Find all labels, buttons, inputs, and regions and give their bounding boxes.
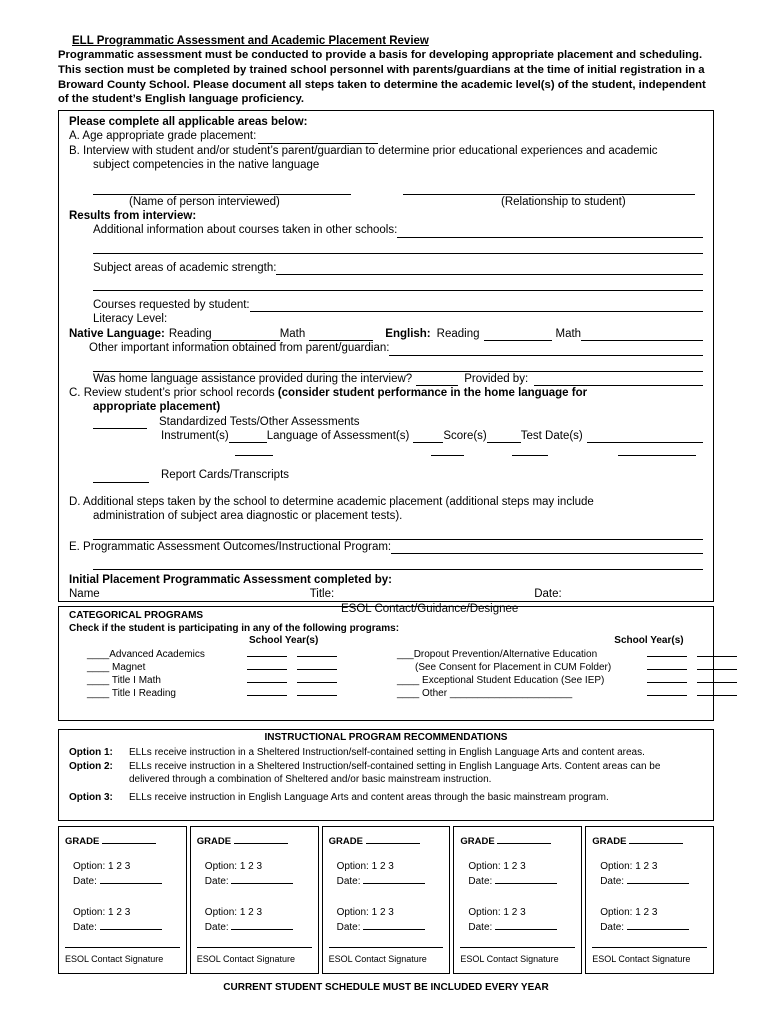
row-outcomes	[69, 540, 703, 554]
option-choice[interactable]: Option: 1 2 3	[204, 906, 263, 918]
years-ese[interactable]	[647, 674, 757, 687]
label-outcomes: E. Programmatic Assessment Outcomes/Instructional Program:	[69, 540, 392, 553]
program-list	[87, 648, 703, 701]
row-instrument-2	[69, 445, 703, 456]
option-choice[interactable]: Option: 1 2 3	[336, 860, 394, 872]
signature-label: ESOL Contact Signature	[328, 953, 427, 964]
outcomes-field[interactable]	[391, 542, 703, 554]
label-strength: Subject areas of academic strength:	[93, 261, 277, 274]
label-literacy: Literacy Level:	[93, 313, 168, 326]
label-home-lang: Was home language assistance provided during the interview?	[93, 372, 413, 385]
other-info-field-2-row	[93, 360, 703, 372]
option-choice[interactable]: Option: 1 2 3	[73, 906, 131, 918]
instrument-field[interactable]	[229, 432, 267, 443]
program-dropout[interactable]: ___Dropout Prevention/Alternative Education	[397, 648, 598, 660]
program-magnet[interactable]: ____ Magnet	[87, 661, 146, 673]
label-english: English:	[385, 327, 431, 340]
outcomes-field-2[interactable]	[93, 558, 703, 570]
option-2: Option 2: ELLs receive instruction in a Sheltered Instruction/self-contained setting in English Language Arts. Content areas can be delivered through a combination of Sheltered and/or basic mainstream instruction.	[69, 761, 661, 785]
option-choice[interactable]: Option: 1 2 3	[73, 860, 131, 872]
date-field[interactable]	[495, 919, 557, 930]
score-field[interactable]	[487, 432, 521, 443]
row-completed	[69, 587, 703, 601]
label-name-interviewed: (Name of person interviewed)	[129, 195, 280, 208]
outcomes-field-2-row	[93, 558, 703, 570]
label-lang-assess: Language of Assessment(s)	[266, 430, 410, 443]
date-field[interactable]	[363, 873, 425, 884]
date-field[interactable]	[627, 873, 689, 884]
additional-field[interactable]	[397, 226, 703, 238]
label-english-math: Math	[555, 327, 582, 340]
test-date-field[interactable]	[587, 431, 703, 443]
home-lang-field[interactable]	[416, 375, 458, 386]
label-instrument: Instrument(s)	[161, 430, 229, 443]
row-native	[69, 327, 703, 341]
interview-labels	[69, 195, 703, 209]
years-magnet[interactable]	[247, 661, 397, 674]
label-interview-2: subject competencies in the native language	[93, 159, 320, 172]
date-field[interactable]	[363, 919, 425, 930]
label-esol: ESOL Contact/Guidance/Designee	[341, 602, 519, 615]
lang-assess-field[interactable]	[413, 432, 443, 443]
name-interviewed-field[interactable]	[93, 184, 351, 195]
categorical-heading: CATEGORICAL PROGRAMS	[69, 610, 204, 622]
footer-note: CURRENT STUDENT SCHEDULE MUST BE INCLUDED EVERY YEAR	[223, 982, 549, 994]
row-report-cards	[93, 468, 703, 482]
label-native-reading: Reading	[168, 327, 212, 340]
signature-label: ESOL Contact Signature	[592, 953, 691, 964]
std-tests-check[interactable]	[93, 418, 147, 429]
categorical-programs	[58, 606, 714, 721]
date-field[interactable]	[100, 873, 162, 884]
other-info-field[interactable]	[389, 344, 703, 356]
label-review-records: C. Review student’s prior school records (consider student performance in the home language for	[69, 386, 588, 399]
date-field[interactable]	[566, 590, 703, 602]
option-choice[interactable]: Option: 1 2 3	[336, 906, 394, 918]
option-choice[interactable]: Option: 1 2 3	[600, 860, 658, 872]
additional-field-2-row	[93, 242, 703, 254]
date-field[interactable]	[100, 919, 162, 930]
grade-field[interactable]	[366, 833, 420, 844]
native-reading-field[interactable]	[212, 330, 280, 341]
other-info-field-2[interactable]	[93, 360, 703, 372]
program-other[interactable]: ____ Other ______________________	[397, 688, 573, 700]
form-title: ELL Programmatic Assessment and Academic Placement Review	[72, 35, 429, 47]
date-field[interactable]	[627, 919, 689, 930]
form-intro: Programmatic assessment must be conducted to provide a basis for developing appropriate placement and scheduling. This section must be completed by trained school personnel with parents/guardians at the time of initial registration in a Broward County School. Please document all steps taken to determine the academic level(s) of the student, independent of the student’s English language proficiency.	[58, 49, 706, 106]
strength-field-2[interactable]	[93, 279, 703, 291]
signature-line[interactable]	[65, 947, 180, 948]
native-math-field[interactable]	[309, 330, 373, 341]
label-name: Name	[69, 588, 100, 601]
label-native: Native Language:	[69, 327, 165, 340]
years-other[interactable]	[647, 687, 757, 700]
additional-steps-row	[93, 528, 703, 540]
label-title: Title:	[309, 588, 335, 601]
label-courses: Courses requested by student:	[93, 299, 250, 312]
signature-label: ESOL Contact Signature	[460, 953, 559, 964]
score-field-2[interactable]	[512, 445, 548, 456]
lang-assess-field-2[interactable]	[431, 445, 464, 456]
option-3: Option 3: ELLs receive instruction in English Language Arts and content areas through the basic mainstream program.	[69, 792, 609, 804]
test-date-field-2[interactable]	[618, 445, 696, 456]
signature-label: ESOL Contact Signature	[65, 953, 164, 964]
date-field[interactable]	[231, 919, 293, 930]
age-placement-field[interactable]	[258, 133, 378, 144]
label-additional: Additional information about courses taken in other schools:	[93, 224, 398, 237]
instructional-recommendations	[58, 729, 714, 821]
label-score: Score(s)	[443, 430, 487, 443]
label-other-info: Other important information obtained from parent/guardian:	[89, 342, 390, 355]
additional-steps-field[interactable]	[93, 528, 703, 540]
courses-field[interactable]	[250, 300, 703, 312]
grade-box: GRADE Option: 1 2 3 Date: Option: 1 2 3 Date: ESOL Contact Signature	[190, 826, 319, 974]
interview-fields	[69, 184, 703, 195]
categorical-check: Check if the student is participating in any of the following programs:	[69, 622, 400, 634]
row-std-tests	[93, 415, 703, 429]
option-choice[interactable]: Option: 1 2 3	[468, 906, 526, 918]
grade-box: GRADE Option: 1 2 3 Date: Option: 1 2 3 Date: ESOL Contact Signature	[585, 826, 714, 974]
label-provided-by: Provided by:	[464, 372, 529, 385]
grade-field[interactable]	[234, 833, 288, 844]
grade-field[interactable]	[497, 833, 551, 844]
grade-box: GRADE Option: 1 2 3 Date: Option: 1 2 3 Date: ESOL Contact Signature	[453, 826, 582, 974]
date-field[interactable]	[495, 873, 557, 884]
label-relationship: (Relationship to student)	[501, 195, 626, 208]
date-field[interactable]	[231, 873, 293, 884]
years-title-math[interactable]	[247, 674, 397, 687]
label-review-records-2: appropriate placement)	[93, 401, 221, 414]
program-advanced[interactable]: ____Advanced Academics	[87, 648, 205, 660]
english-reading-field[interactable]	[484, 330, 552, 341]
signature-label: ESOL Contact Signature	[196, 953, 296, 964]
completed-by-heading: Initial Placement Programmatic Assessment completed by:	[69, 573, 392, 586]
label-english-reading: Reading	[436, 327, 480, 340]
program-title-reading[interactable]: ____ Title I Reading	[87, 688, 176, 700]
label-additional-steps: D. Additional steps taken by the school to determine academic placement (additional steps may include	[69, 495, 594, 508]
label-date: Date:	[534, 588, 562, 601]
row-additional	[93, 223, 703, 237]
additional-field-2[interactable]	[93, 242, 703, 254]
strength-field-2-row	[93, 279, 703, 291]
row-courses	[93, 298, 703, 312]
grade-box: GRADE Option: 1 2 3 Date: Option: 1 2 3 Date: ESOL Contact Signature	[322, 826, 451, 974]
row-home-lang	[93, 372, 703, 386]
program-consent: (See Consent for Placement in CUM Folder)	[415, 661, 612, 673]
instructional-heading: INSTRUCTIONAL PROGRAM RECOMMENDATIONS	[264, 732, 508, 744]
option-1: Option 1: ELLs receive instruction in a Sheltered Instruction/self-contained setting in English Language Arts and content areas.	[69, 746, 645, 758]
signature-line[interactable]	[329, 947, 444, 948]
strength-field[interactable]	[276, 263, 703, 275]
option-choice[interactable]: Option: 1 2 3	[600, 906, 658, 918]
label-age-placement: A. Age appropriate grade placement:	[69, 130, 257, 143]
signature-line[interactable]	[460, 947, 575, 948]
title-field[interactable]	[338, 591, 528, 602]
row-other-info	[69, 341, 703, 355]
label-additional-steps-2: administration of subject area diagnostic or placement tests).	[93, 510, 403, 523]
results-heading: Results from interview:	[69, 209, 197, 222]
label-interview: B. Interview with student and/or student’s parent/guardian to determine prior educational experiences and academic	[69, 144, 658, 157]
option-choice[interactable]: Option: 1 2 3	[468, 860, 526, 872]
years-dropout[interactable]	[647, 648, 757, 661]
english-math-field[interactable]	[581, 329, 703, 341]
program-title-math[interactable]: ____ Title I Math	[87, 675, 161, 687]
section-heading: Please complete all applicable areas below:	[69, 116, 308, 129]
grade-field[interactable]	[102, 833, 156, 844]
report-cards-check[interactable]	[93, 472, 149, 483]
program-ese[interactable]: ____ Exceptional Student Education (See IEP)	[397, 675, 605, 687]
row-a	[69, 129, 703, 143]
option-choice[interactable]: Option: 1 2 3	[204, 860, 263, 872]
years-title-reading[interactable]	[247, 687, 397, 700]
instrument-field-2[interactable]	[235, 445, 273, 456]
name-field[interactable]	[104, 591, 304, 602]
assessment-section	[58, 110, 714, 615]
school-year-headers	[69, 635, 703, 648]
grade-box: GRADE Option: 1 2 3 Date: Option: 1 2 3 Date: ESOL Contact Signature	[58, 826, 187, 974]
provided-by-field[interactable]	[534, 374, 703, 386]
row-instrument	[69, 429, 703, 443]
signature-line[interactable]	[197, 947, 312, 948]
row-strength	[93, 261, 703, 275]
grade-field[interactable]	[629, 833, 683, 844]
school-year-header-right: School Year(s)	[614, 635, 684, 647]
years-consent[interactable]	[647, 661, 757, 674]
label-test-date: Test Date(s)	[520, 430, 583, 443]
label-native-math: Math	[279, 327, 306, 340]
grade-boxes	[58, 826, 714, 974]
school-year-header-left: School Year(s)	[249, 635, 319, 647]
label-std-tests: Standardized Tests/Other Assessments	[159, 415, 360, 428]
signature-line[interactable]	[592, 947, 707, 948]
relationship-field[interactable]	[403, 184, 695, 195]
years-advanced[interactable]	[247, 648, 397, 661]
label-report-cards: Report Cards/Transcripts	[161, 469, 290, 482]
